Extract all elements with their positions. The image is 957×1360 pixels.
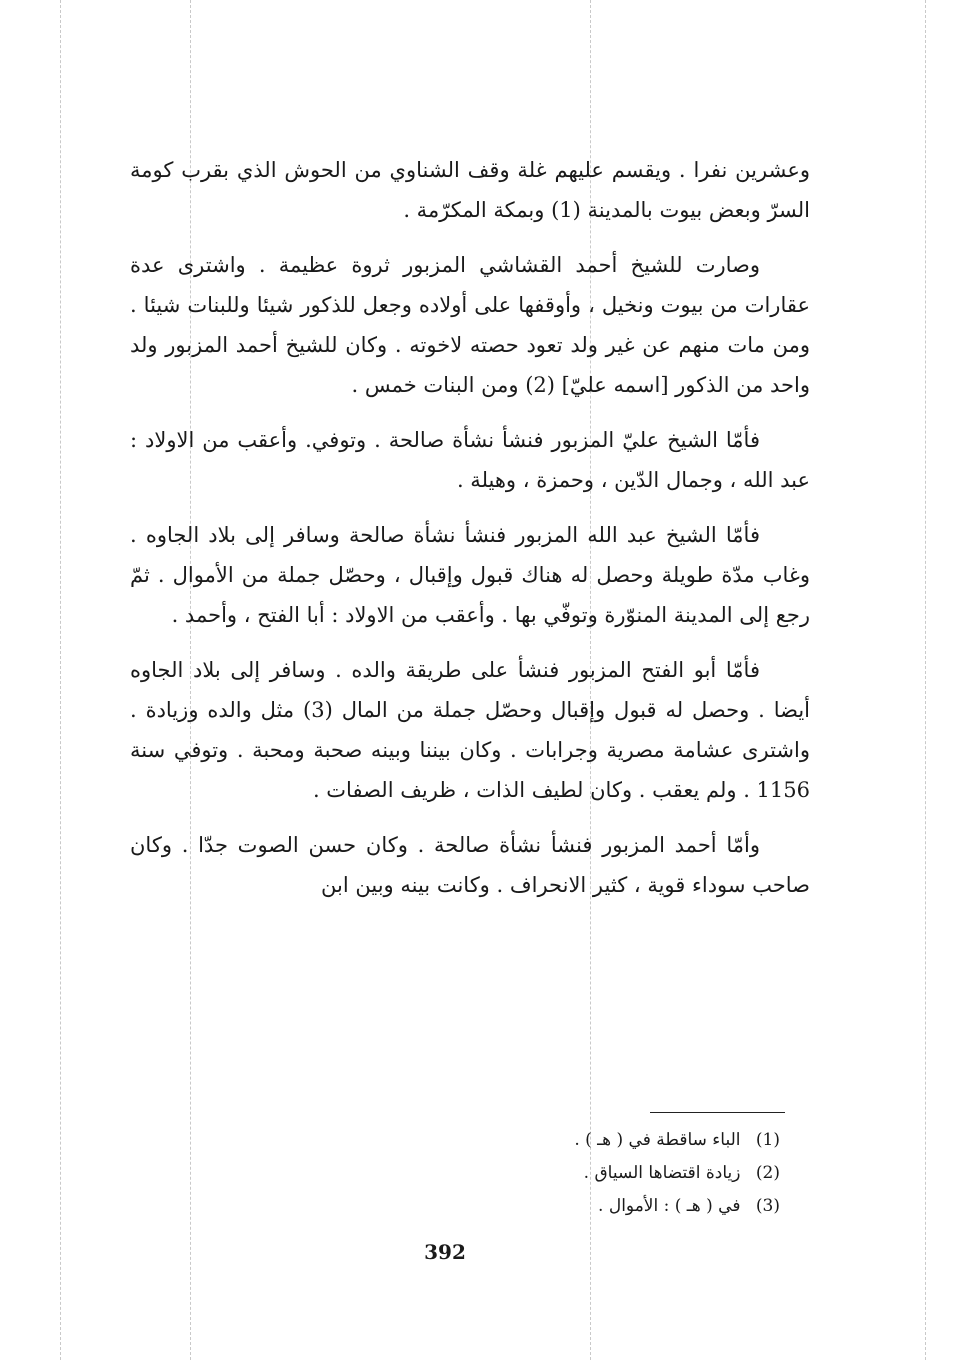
footnote-3 xyxy=(400,1190,780,1223)
footnote-divider xyxy=(650,1112,785,1113)
footnote-number: (2) xyxy=(755,1163,780,1183)
page-number: 392 xyxy=(424,1240,466,1264)
paragraph-1: وعشرين نفرا . ويقسم عليهم غلة وقف الشناوي من الحوش الذي بقرب كومة السرّ وبعض بيوت بالمدينة (1) وبمكة المكرّمة . xyxy=(130,158,810,222)
paragraph-2: وصارت للشيخ أحمد القشاشي المزبور ثروة عظيمة . واشترى عدة عقارات من بيوت ونخيل ، وأوقفها على أولاده وجعل للذكور شيئا وللبنات شيئا . ومن مات منهم عن غير ولد تعود حصته لاخوته . وكان للشيخ أحمد المزبور ولد واحد من الذكور [اسمه عليّ] (2) ومن البنات خمس . xyxy=(130,253,810,397)
paragraph-4: فأمّا الشيخ عبد الله المزبور فنشأ نشأة صالحة وسافر إلى بلاد الجاوه . وغاب مدّة طويلة وحصل له هناك قبول وإقبال ، وحصّل جملة من الأموال . ثمّ رجع إلى المدينة المنوّرة وتوفّي بها . وأعقب من الاولاد : أبا الفتح ، وأحمد . xyxy=(130,523,810,627)
footnote-2 xyxy=(400,1157,780,1190)
footnote-text: زيادة اقتضاها السياق . xyxy=(583,1163,741,1183)
main-text xyxy=(130,150,810,920)
margin-guide-left xyxy=(60,0,61,1360)
paragraph-5: فأمّا أبو الفتح المزبور فنشأ على طريقة والده . وسافر إلى بلاد الجاوه أيضا . وحصل له قبول وإقبال وحصّل جملة من المال (3) مثل والده وزيادة . واشترى عشامة مصرية وجرابات . وكان بيننا وبينه صحبة ومحبة . وتوفي سنة 1156 . ولم يعقب . وكان لطيف الذات ، ظريف الصفات . xyxy=(130,658,810,802)
footnotes xyxy=(400,1124,780,1223)
footnote-1 xyxy=(400,1124,780,1157)
paragraph-6: وأمّا أحمد المزبور فنشأ نشأة صالحة . وكان حسن الصوت جدّا . وكان صاحب سوداء قوية ، كثير الانحراف . وكانت بينه وبين ابن xyxy=(130,833,810,897)
footnote-text: في ( هـ ) : الأموال . xyxy=(598,1196,741,1216)
footnote-text: الباء ساقطة في ( هـ ) . xyxy=(574,1130,741,1150)
paragraph-3: فأمّا الشيخ عليّ المزبور فنشأ نشأة صالحة . وتوفي. وأعقب من الاولاد : عبد الله ، وجمال الدّين ، وحمزة ، وهيلة . xyxy=(130,428,810,492)
footnote-number: (1) xyxy=(755,1130,780,1150)
footnote-number: (3) xyxy=(755,1196,780,1216)
margin-guide-right xyxy=(925,0,926,1360)
